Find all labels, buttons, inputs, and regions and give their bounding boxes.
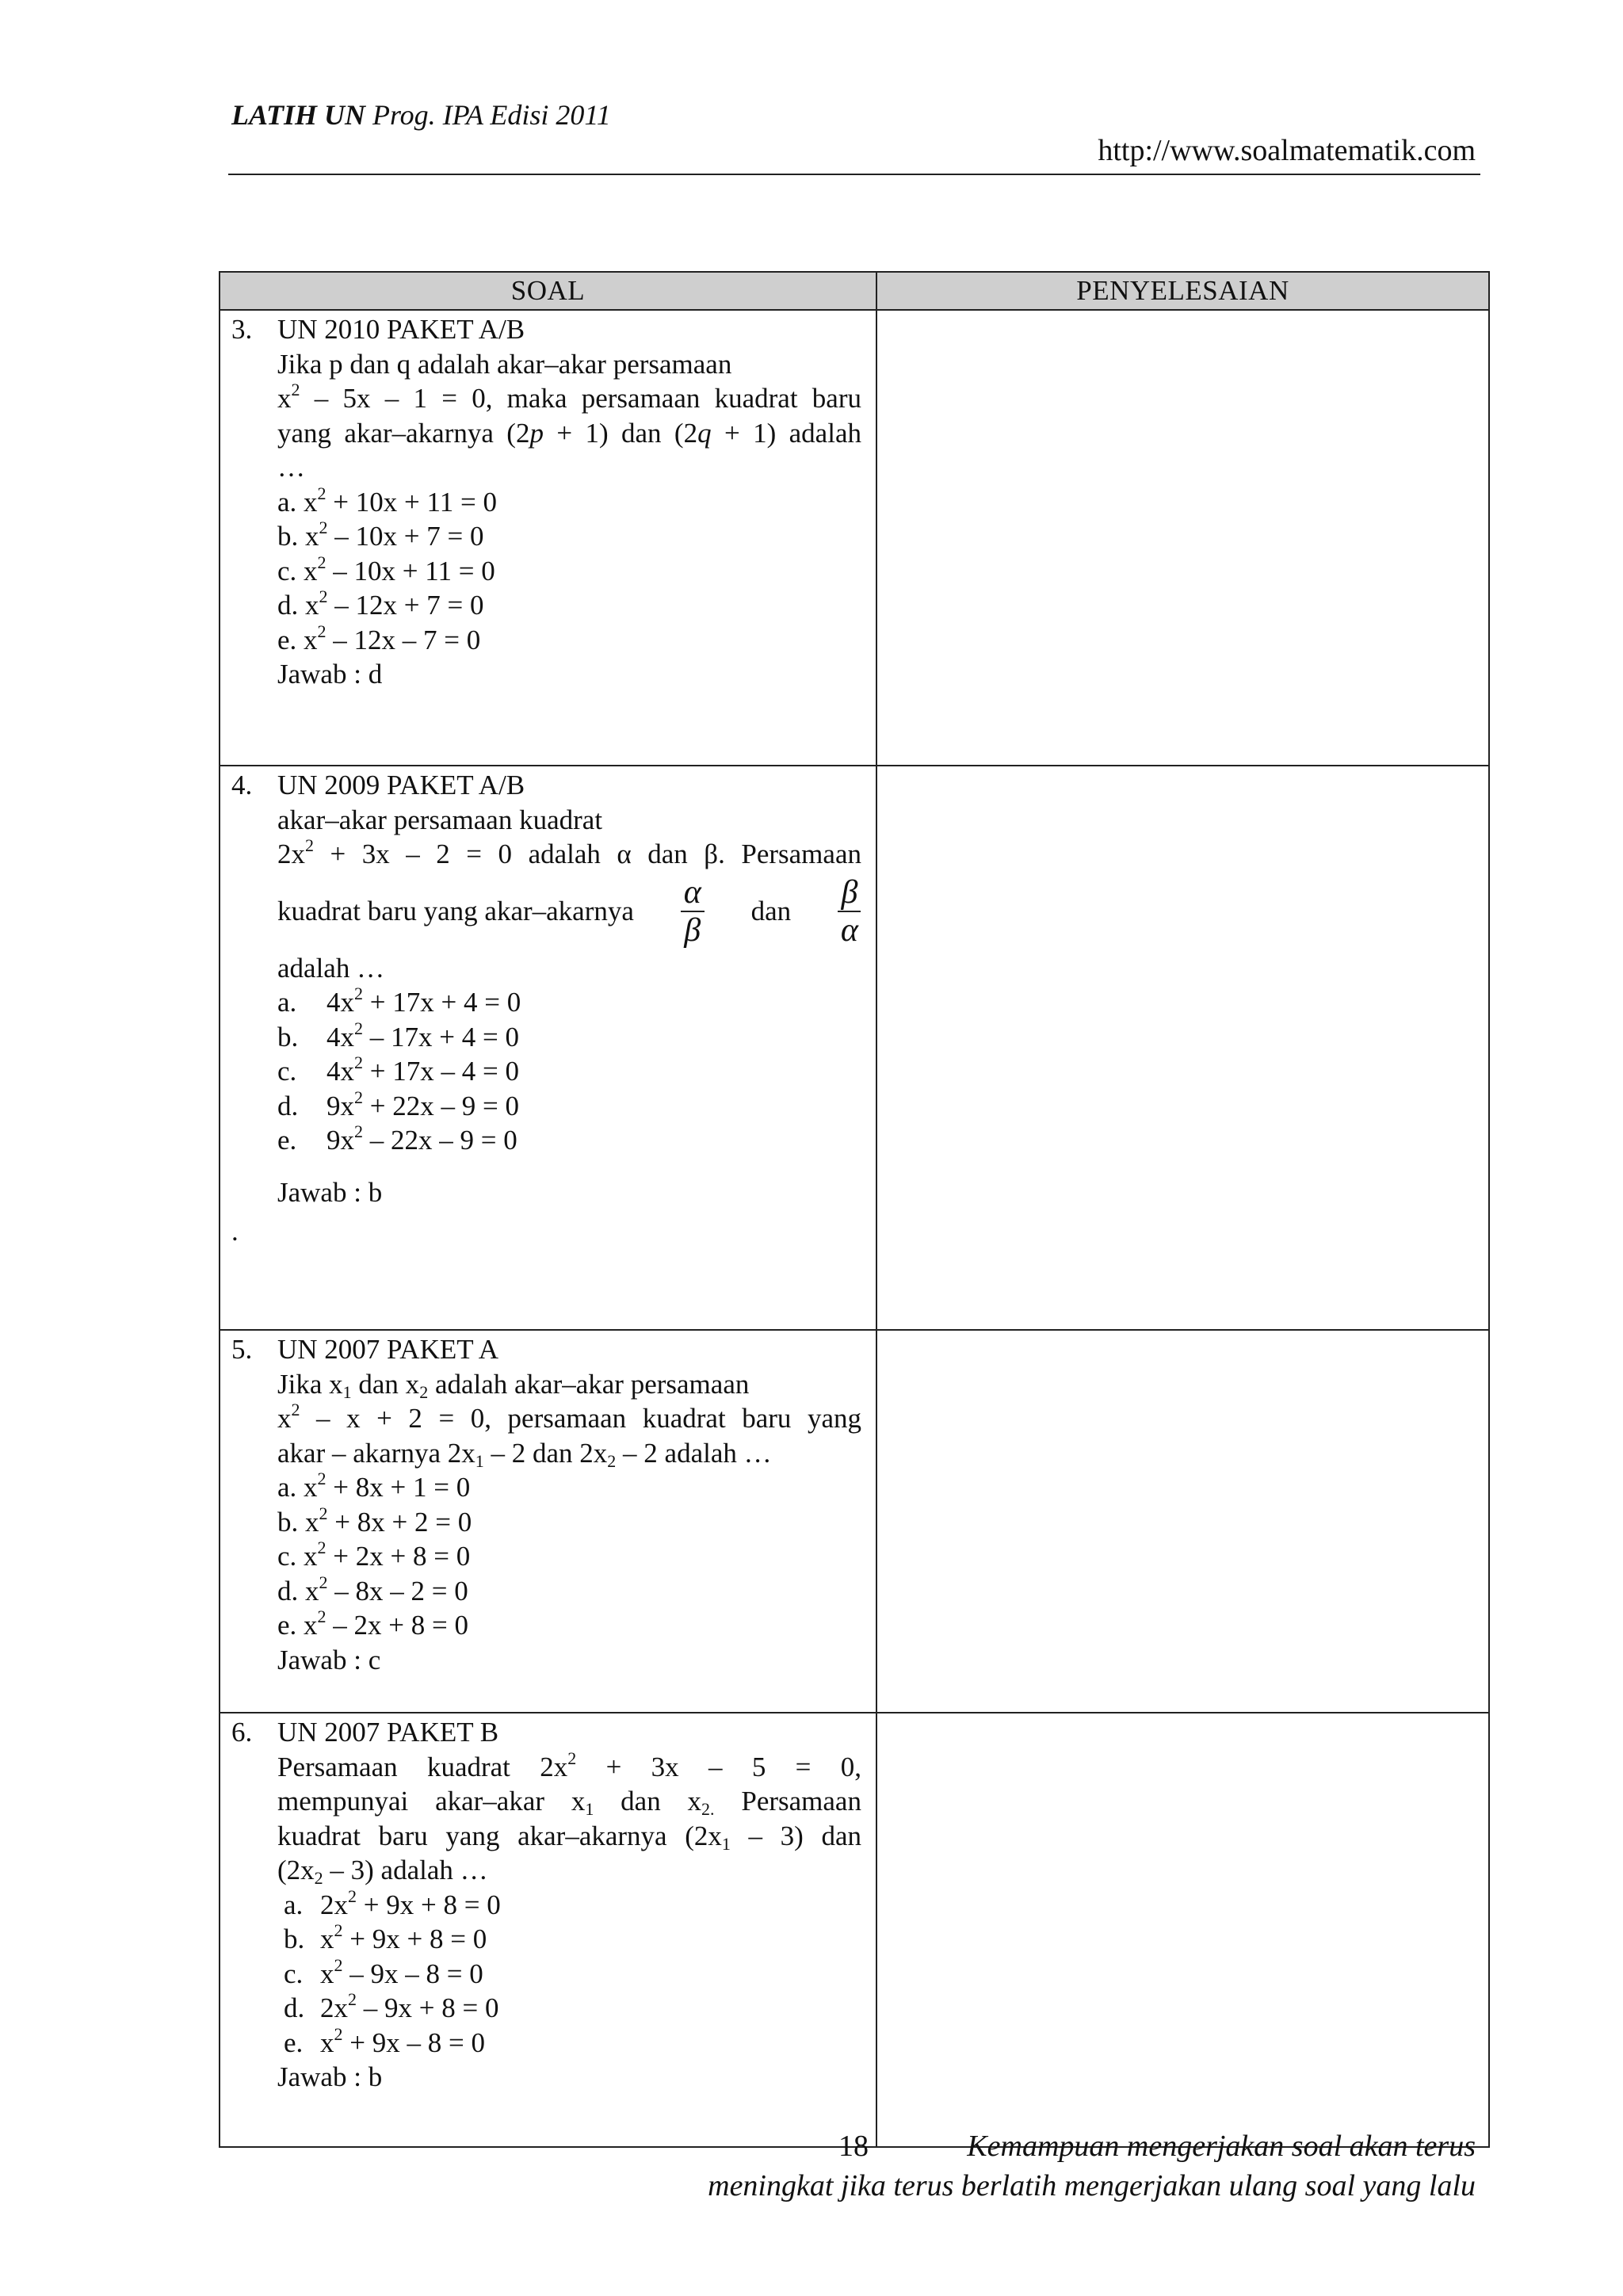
option-item: a. $x^2 + 10x + 11 = 0$: [277, 483, 497, 518]
question-text: Jika $x_1$ dan $x_2$ adalah akar–akar persamaan: [277, 1368, 750, 1402]
question-row-4: [220, 766, 1489, 1330]
question-number: 3.: [231, 314, 253, 345]
option-item: e. $x^2 + 9x - 8 = 0$: [284, 2023, 485, 2058]
question-text: Persamaan kuadrat $2x^2 + 3x - 5 = 0$,: [277, 1748, 861, 1782]
question-number: 6.: [231, 1717, 253, 1748]
question-equation: $x^2 - x + 2 = 0$, persamaan kuadrat baru yang: [277, 1400, 861, 1434]
question-table: [219, 271, 1490, 2148]
question-source: UN 2007 PAKET A: [277, 1334, 499, 1365]
fraction-beta-over-alpha: $\frac{\beta}{\alpha}$: [838, 874, 861, 949]
option-item: e. $x^2 - 2x + 8 = 0$: [277, 1606, 469, 1641]
penyelesaian-cell-4: [876, 766, 1489, 1330]
option-item: c. $4x^2 + 17x - 4 = 0$: [277, 1052, 519, 1087]
column-header-penyelesaian: PENYELESAIAN: [876, 272, 1489, 310]
option-item: b. $4x^2 - 17x + 4 = 0$: [277, 1018, 519, 1052]
option-item: b. $x^2 - 10x + 7 = 0$: [277, 518, 484, 552]
question-text: adalah …: [277, 952, 385, 984]
answer-key: Jawab : b: [277, 2061, 383, 2092]
option-item: d. $2x^2 - 9x + 8 = 0$: [284, 1989, 499, 2023]
question-text: akar–akar persamaan kuadrat: [277, 804, 603, 835]
soal-cell-6: [220, 1713, 876, 2147]
question-text: Jika p dan q adalah akar–akar persamaan: [277, 348, 732, 380]
question-text: akar – akarnya $2x_1 - 2$ dan $2x_2 - 2$ adalah …: [277, 1437, 772, 1471]
option-item: b. $x^2 + 9x + 8 = 0$: [284, 1920, 487, 1954]
option-list: [277, 1470, 861, 1643]
question-row-5: [220, 1330, 1489, 1713]
option-item: c. $x^2 + 2x + 8 = 0$: [277, 1538, 471, 1572]
option-list: [277, 985, 861, 1158]
penyelesaian-cell-6: [876, 1713, 1489, 2147]
header-divider: [228, 174, 1480, 175]
option-list: [277, 1885, 861, 2061]
answer-key: Jawab : b: [277, 1176, 383, 1208]
footer-motto-line2: meningkat jika terus berlatih mengerjakan ulang soal yang lalu: [708, 2169, 1476, 2202]
question-number: 4.: [231, 770, 253, 800]
table-header-row: [220, 272, 1489, 310]
question-number: 5.: [231, 1334, 253, 1365]
header-title: [231, 98, 611, 132]
option-item: d. $x^2 - 8x - 2 = 0$: [277, 1572, 468, 1606]
option-item: a. $4x^2 + 17x + 4 = 0$: [277, 984, 521, 1018]
question-text: yang akar–akarnya (2p + 1) dan (2q + 1) adalah: [277, 417, 861, 449]
question-source: UN 2009 PAKET A/B: [277, 770, 525, 800]
question-ellipsis: …: [277, 452, 305, 483]
fraction-line: kuadrat baru yang akar–akarnya $\frac{\alpha}{\beta}$ dan $\frac{\beta}{\alpha}$: [277, 872, 861, 951]
question-row-6: [220, 1713, 1489, 2147]
soal-cell-3: [220, 310, 876, 766]
fraction-alpha-over-beta: $\frac{\alpha}{\beta}$: [681, 874, 705, 949]
option-item: d. $9x^2 + 22x - 9 = 0$: [277, 1087, 519, 1121]
question-equation: $2x^2 + 3x - 2 = 0$ adalah α dan β. Persamaan: [277, 835, 861, 869]
question-source: UN 2007 PAKET B: [277, 1717, 499, 1748]
option-item: c. $x^2 - 9x - 8 = 0$: [284, 1954, 483, 1989]
question-text: $(2x_2 - 3)$ adalah …: [277, 1855, 488, 1888]
soal-cell-4: [220, 766, 876, 1330]
question-text: kuadrat baru yang akar–akarnya $(2x_1 - 3)$ dan: [277, 1820, 861, 1854]
option-item: c. $x^2 - 10x + 11 = 0$: [277, 552, 495, 586]
header-title-bold: LATIH UN: [231, 99, 366, 131]
option-item: e. $9x^2 - 22x - 9 = 0$: [277, 1121, 517, 1156]
header-title-rest: Prog. IPA Edisi 2011: [365, 99, 611, 131]
option-item: a. $2x^2 + 9x + 8 = 0$: [284, 1885, 501, 1920]
question-row-3: [220, 310, 1489, 766]
question-source: UN 2010 PAKET A/B: [277, 314, 525, 345]
answer-key: Jawab : c: [277, 1644, 381, 1675]
stray-dot: .: [231, 1216, 239, 1247]
soal-cell-5: [220, 1330, 876, 1713]
question-text: mempunyai akar–akar $x_1$ dan $x_{2.}$ Persamaan: [277, 1786, 861, 1819]
page-number: 18: [838, 2130, 869, 2163]
header-url: http://www.soalmatematik.com: [1098, 134, 1476, 167]
column-header-soal: SOAL: [220, 272, 876, 310]
question-equation: $x^2 - 5x - 1 = 0$, maka persamaan kuadrat baru: [277, 380, 861, 414]
option-item: e. $x^2 - 12x - 7 = 0$: [277, 621, 481, 655]
option-item: d. $x^2 - 12x + 7 = 0$: [277, 586, 484, 621]
penyelesaian-cell-3: [876, 310, 1489, 766]
footer-motto-line1: Kemampuan mengerjakan soal akan terus: [967, 2130, 1476, 2163]
option-list: [277, 485, 861, 658]
option-item: b. $x^2 + 8x + 2 = 0$: [277, 1503, 472, 1538]
option-item: a. $x^2 + 8x + 1 = 0$: [277, 1469, 471, 1503]
answer-key: Jawab : d: [277, 659, 383, 690]
penyelesaian-cell-5: [876, 1330, 1489, 1713]
